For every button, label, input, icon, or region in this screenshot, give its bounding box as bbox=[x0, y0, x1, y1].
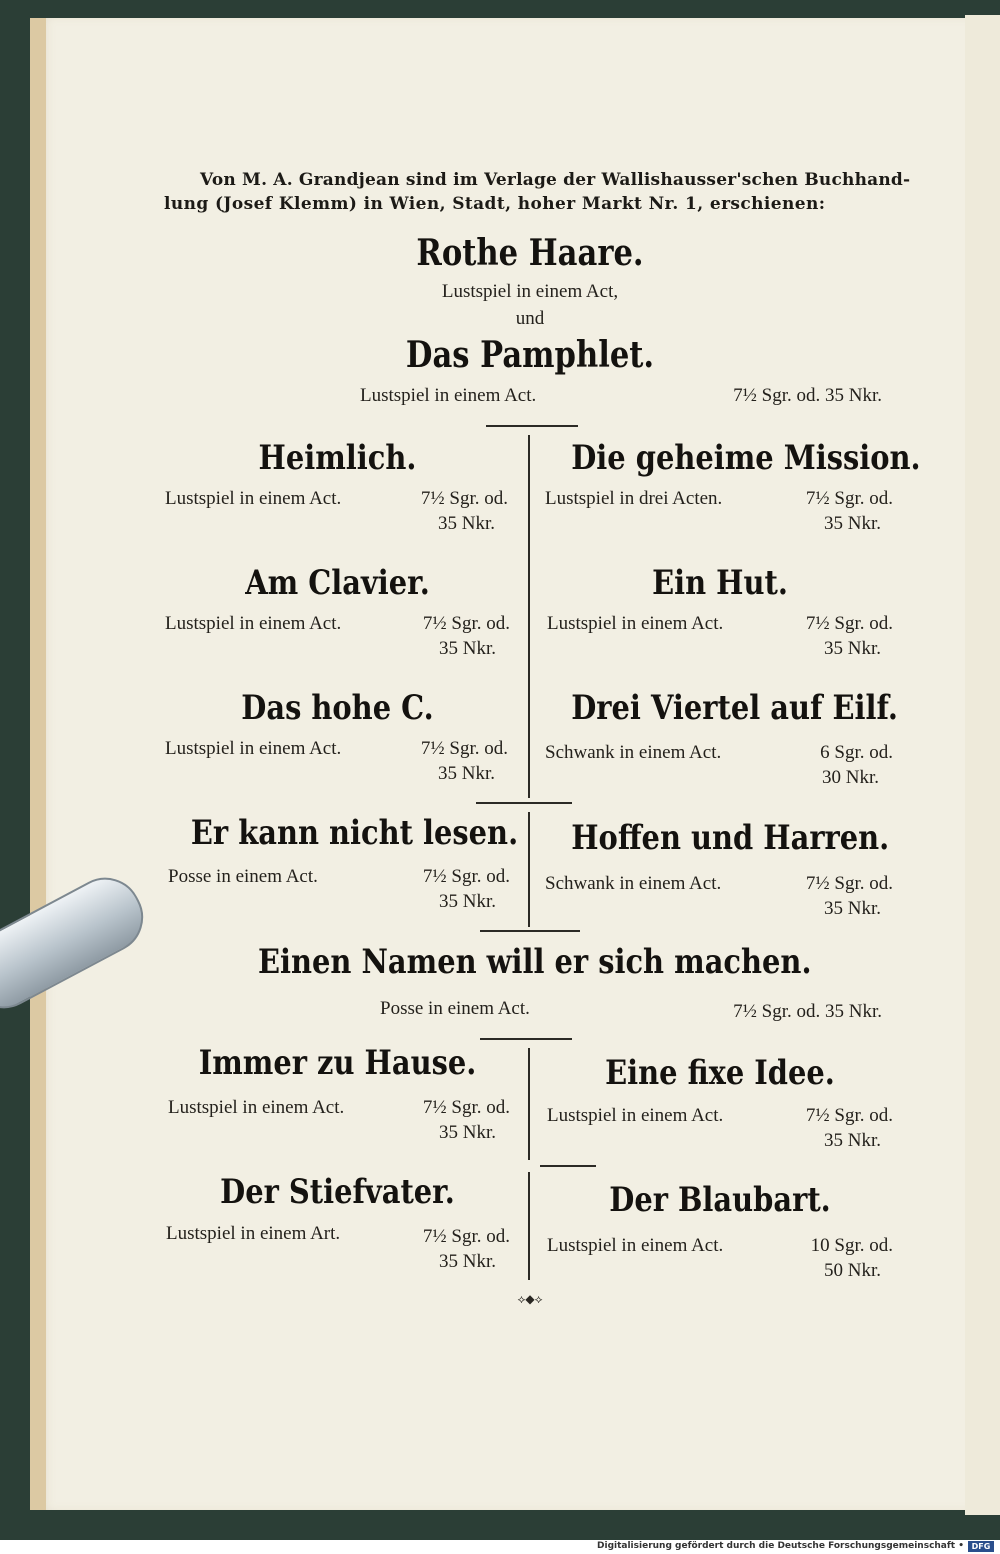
genre-er-kann-nicht-lesen: Posse in einem Act. bbox=[168, 866, 318, 887]
page-gutter bbox=[30, 18, 46, 1510]
price2-er-kann-nicht-lesen: 35 Nkr. bbox=[439, 891, 496, 912]
column-divider bbox=[528, 812, 530, 927]
divider bbox=[480, 1038, 572, 1040]
genre-der-stiefvater: Lustspiel in einem Art. bbox=[166, 1223, 341, 1244]
footer-credit: Digitalisierung gefördert durch die Deutsche Forschungsgemeinschaft • bbox=[597, 1541, 964, 1551]
column-divider bbox=[528, 1172, 530, 1280]
genre-heimlich: Lustspiel in einem Act. bbox=[165, 488, 342, 509]
price2-die-geheime-mission: 35 Nkr. bbox=[824, 513, 881, 534]
intro-line-2: lung (Josef Klemm) in Wien, Stadt, hoher Markt Nr. 1, erschienen: bbox=[164, 194, 826, 214]
price2-immer-zu-hause: 35 Nkr. bbox=[439, 1122, 496, 1143]
price2-das-hohe-c: 35 Nkr. bbox=[438, 763, 495, 784]
title-am-clavier: Am Clavier. bbox=[245, 563, 430, 603]
title-das-hohe-c: Das hohe C. bbox=[241, 688, 434, 728]
genre-hoffen-und-harren: Schwank in einem Act. bbox=[545, 873, 722, 894]
price2-der-stiefvater: 35 Nkr. bbox=[439, 1251, 496, 1272]
price-eine-fixe-idee: 7½ Sgr. od. bbox=[805, 1105, 893, 1126]
title-heimlich: Heimlich. bbox=[258, 438, 417, 478]
price2-am-clavier: 35 Nkr. bbox=[439, 638, 496, 659]
und-label: und bbox=[515, 308, 545, 329]
price-der-blaubart: 10 Sgr. od. bbox=[810, 1235, 893, 1256]
genre-am-clavier: Lustspiel in einem Act. bbox=[165, 613, 342, 634]
genre-drei-viertel-auf-eilf: Schwank in einem Act. bbox=[545, 742, 722, 763]
genre-immer-zu-hause: Lustspiel in einem Act. bbox=[168, 1097, 345, 1118]
title-der-stiefvater: Der Stiefvater. bbox=[220, 1172, 455, 1212]
price2-drei-viertel-auf-eilf: 30 Nkr. bbox=[822, 767, 879, 788]
genre-einen-namen: Posse in einem Act. bbox=[380, 998, 530, 1019]
genre-eine-fixe-idee: Lustspiel in einem Act. bbox=[547, 1105, 724, 1126]
price2-eine-fixe-idee: 35 Nkr. bbox=[824, 1130, 881, 1151]
price-er-kann-nicht-lesen: 7½ Sgr. od. bbox=[422, 866, 510, 887]
facing-page-edge bbox=[965, 15, 1000, 1515]
price-die-geheime-mission: 7½ Sgr. od. bbox=[805, 488, 893, 509]
price-der-stiefvater: 7½ Sgr. od. bbox=[422, 1226, 510, 1247]
title-immer-zu-hause: Immer zu Hause. bbox=[198, 1043, 477, 1083]
genre-ein-hut: Lustspiel in einem Act. bbox=[547, 613, 724, 634]
genre-das-pamphlet: Lustspiel in einem Act. bbox=[360, 385, 537, 406]
price-hoffen-und-harren: 7½ Sgr. od. bbox=[805, 873, 893, 894]
price2-ein-hut: 35 Nkr. bbox=[824, 638, 881, 659]
intro-line-1: Von M. A. Grandjean sind im Verlage der Wallishausser'schen Buchhand- bbox=[200, 170, 911, 190]
title-die-geheime-mission: Die geheime Mission. bbox=[571, 438, 921, 478]
title-rothe-haare: Rothe Haare. bbox=[416, 232, 644, 274]
title-eine-fixe-idee: Eine fixe Idee. bbox=[605, 1053, 835, 1093]
price-heimlich: 7½ Sgr. od. bbox=[420, 488, 508, 509]
title-er-kann-nicht-lesen: Er kann nicht lesen. bbox=[190, 813, 519, 853]
title-einen-namen: Einen Namen will er sich machen. bbox=[258, 942, 812, 982]
title-das-pamphlet: Das Pamphlet. bbox=[405, 334, 655, 376]
genre-das-hohe-c: Lustspiel in einem Act. bbox=[165, 738, 342, 759]
divider bbox=[480, 930, 580, 932]
ornament-icon: ⟡◆⟡ bbox=[517, 1292, 543, 1306]
title-hoffen-und-harren: Hoffen und Harren. bbox=[571, 818, 890, 858]
price-das-pamphlet: 7½ Sgr. od. 35 Nkr. bbox=[733, 385, 882, 406]
genre-die-geheime-mission: Lustspiel in drei Acten. bbox=[545, 488, 723, 509]
title-der-blaubart: Der Blaubart. bbox=[609, 1180, 831, 1220]
genre-rothe-haare: Lustspiel in einem Act, bbox=[441, 281, 619, 302]
divider bbox=[540, 1165, 596, 1167]
price-ein-hut: 7½ Sgr. od. bbox=[805, 613, 893, 634]
divider bbox=[486, 425, 578, 427]
dfg-logo: DFG bbox=[968, 1541, 994, 1552]
price-das-hohe-c: 7½ Sgr. od. bbox=[420, 738, 508, 759]
title-ein-hut: Ein Hut. bbox=[652, 563, 788, 603]
column-divider bbox=[528, 435, 530, 798]
price-einen-namen: 7½ Sgr. od. 35 Nkr. bbox=[733, 1001, 882, 1022]
price-am-clavier: 7½ Sgr. od. bbox=[422, 613, 510, 634]
price-drei-viertel-auf-eilf: 6 Sgr. od. bbox=[820, 742, 893, 763]
column-divider bbox=[528, 1048, 530, 1160]
title-drei-viertel-auf-eilf: Drei Viertel auf Eilf. bbox=[571, 688, 898, 728]
divider bbox=[476, 802, 572, 804]
price2-der-blaubart: 50 Nkr. bbox=[824, 1260, 881, 1281]
price-immer-zu-hause: 7½ Sgr. od. bbox=[422, 1097, 510, 1118]
price2-heimlich: 35 Nkr. bbox=[438, 513, 495, 534]
genre-der-blaubart: Lustspiel in einem Act. bbox=[547, 1235, 724, 1256]
price2-hoffen-und-harren: 35 Nkr. bbox=[824, 898, 881, 919]
